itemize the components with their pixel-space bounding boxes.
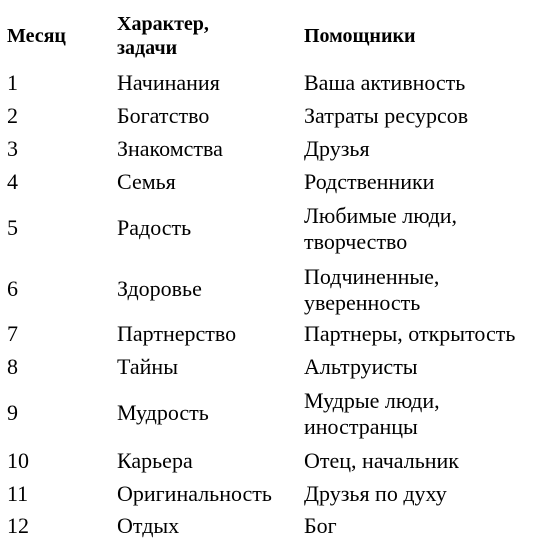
header-character-line2: задачи (117, 37, 178, 59)
helpers-text: Альтруисты (304, 354, 418, 379)
helpers-text-line2: творчество (304, 229, 408, 254)
helpers-text: Родственники (304, 169, 435, 194)
helpers-text-line2: иностранцы (304, 414, 418, 439)
header-month: Месяц (7, 25, 66, 47)
character-text: Начинания (117, 70, 220, 95)
helpers-text-line1: Подчиненные, (304, 264, 440, 289)
helpers-text: Бог (304, 513, 337, 538)
month-number: 2 (7, 103, 18, 128)
month-number: 6 (7, 276, 18, 301)
helpers-text-line2: уверенность (304, 290, 421, 315)
character-text: Здоровье (117, 276, 202, 301)
month-number: 5 (7, 215, 18, 240)
month-number: 12 (7, 513, 29, 538)
character-text: Мудрость (117, 400, 209, 425)
character-text: Оригинальность (117, 481, 272, 506)
header-helpers: Помощники (304, 25, 416, 47)
month-number: 10 (7, 448, 29, 473)
month-number: 11 (7, 481, 29, 506)
month-number: 1 (7, 70, 18, 95)
month-number: 8 (7, 354, 18, 379)
character-text: Знакомства (117, 136, 223, 161)
month-number: 9 (7, 400, 18, 425)
helpers-text: Затраты ресурсов (304, 103, 469, 128)
header-character-line1: Характер, (117, 13, 209, 35)
month-number: 3 (7, 136, 18, 161)
helpers-text: Друзья по духу (304, 481, 447, 506)
character-text: Семья (117, 169, 176, 194)
helpers-text: Друзья (304, 136, 370, 161)
helpers-text-line1: Мудрые люди, (304, 388, 440, 413)
character-text: Радость (117, 215, 192, 240)
character-text: Партнерство (117, 321, 237, 346)
character-text: Карьера (117, 448, 193, 473)
month-number: 7 (7, 321, 18, 346)
helpers-text-line1: Любимые люди, (304, 203, 458, 228)
character-text: Отдых (117, 513, 180, 538)
character-text: Тайны (117, 354, 178, 379)
helpers-text: Ваша активность (304, 70, 466, 95)
month-number: 4 (7, 169, 18, 194)
helpers-text: Партнеры, открытость (304, 321, 516, 346)
character-text: Богатство (117, 103, 210, 128)
helpers-text: Отец, начальник (304, 448, 459, 473)
